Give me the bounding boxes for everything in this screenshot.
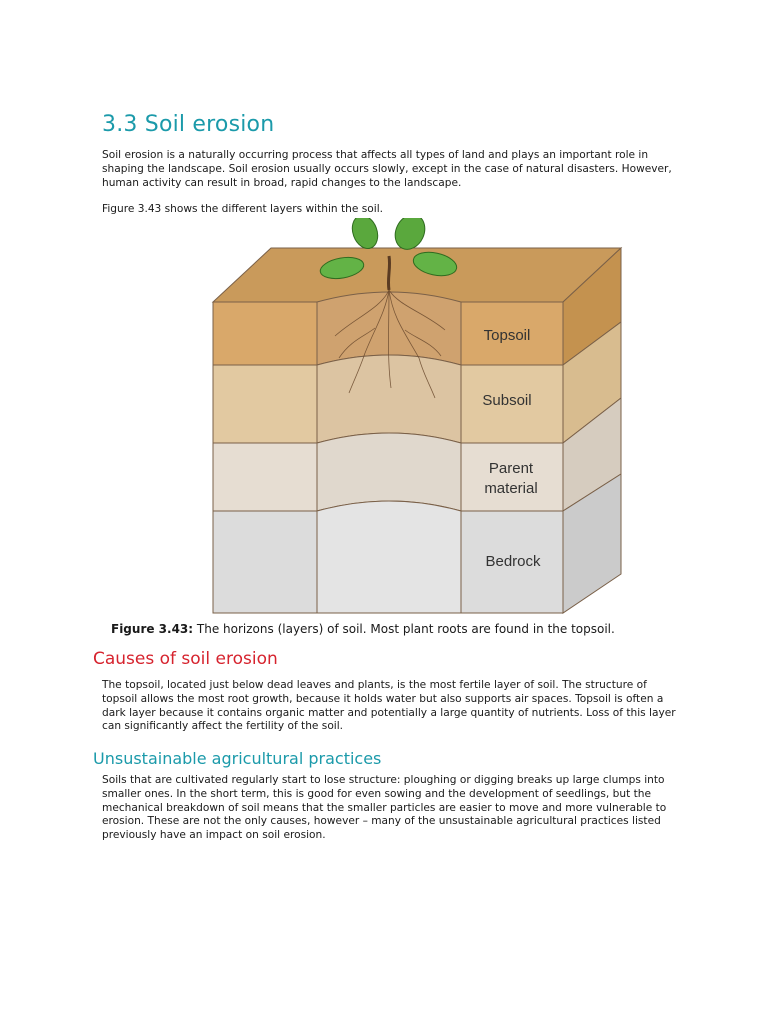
caption-text: The horizons (layers) of soil. Most plant roots are found in the topsoil. <box>193 622 615 636</box>
figure-reference-paragraph: Figure 3.43 shows the different layers within the soil. <box>102 203 384 215</box>
practices-paragraph: Soils that are cultivated regularly start to lose structure: ploughing or digging breaks up large clumps into smaller ones. In the short term, this is good for even sowing and the development of seedlings, but the mechanical breakdown of soil means that the smaller particles are easier to move and more vulnerable to erosion. These are not the only causes, however – many of the unsustainable agricultural practices listed previously have an impact on soil erosion. <box>102 774 667 842</box>
causes-paragraph: The topsoil, located just below dead leaves and plants, is the most fertile layer of soil. The structure of topsoil allows the most root growth, because it holds water but also supports air spaces. Topsoil is often a dark layer because it contains organic matter and potentially a large quantity of nutrients. Loss of this layer can significantly affect the fertility of the soil. <box>102 679 676 733</box>
cylinder-bedrock <box>317 501 461 613</box>
causes-heading: Causes of soil erosion <box>93 649 278 669</box>
soil-block-diagram <box>205 218 625 618</box>
practices-heading: Unsustainable agricultural practices <box>93 749 382 768</box>
label-topsoil: Topsoil <box>483 327 531 344</box>
label-parent-line2: material <box>484 480 538 497</box>
figure-caption <box>111 622 615 636</box>
intro-paragraph: Soil erosion is a naturally occurring process that affects all types of land and plays an important role in shaping the landscape. Soil erosion usually occurs slowly, except in the case of natural disasters. However, human activity can result in broad, rapid changes to the landscape. <box>102 149 672 189</box>
section-title: 3.3 Soil erosion <box>102 112 275 137</box>
plant-stem <box>388 256 389 290</box>
caption-label: Figure 3.43: <box>111 622 194 636</box>
label-bedrock: Bedrock <box>485 553 541 570</box>
label-subsoil: Subsoil <box>482 392 532 409</box>
soil-layers-figure <box>205 218 625 618</box>
label-parent-line1: Parent <box>488 460 534 477</box>
cylinder-parent <box>317 433 461 511</box>
